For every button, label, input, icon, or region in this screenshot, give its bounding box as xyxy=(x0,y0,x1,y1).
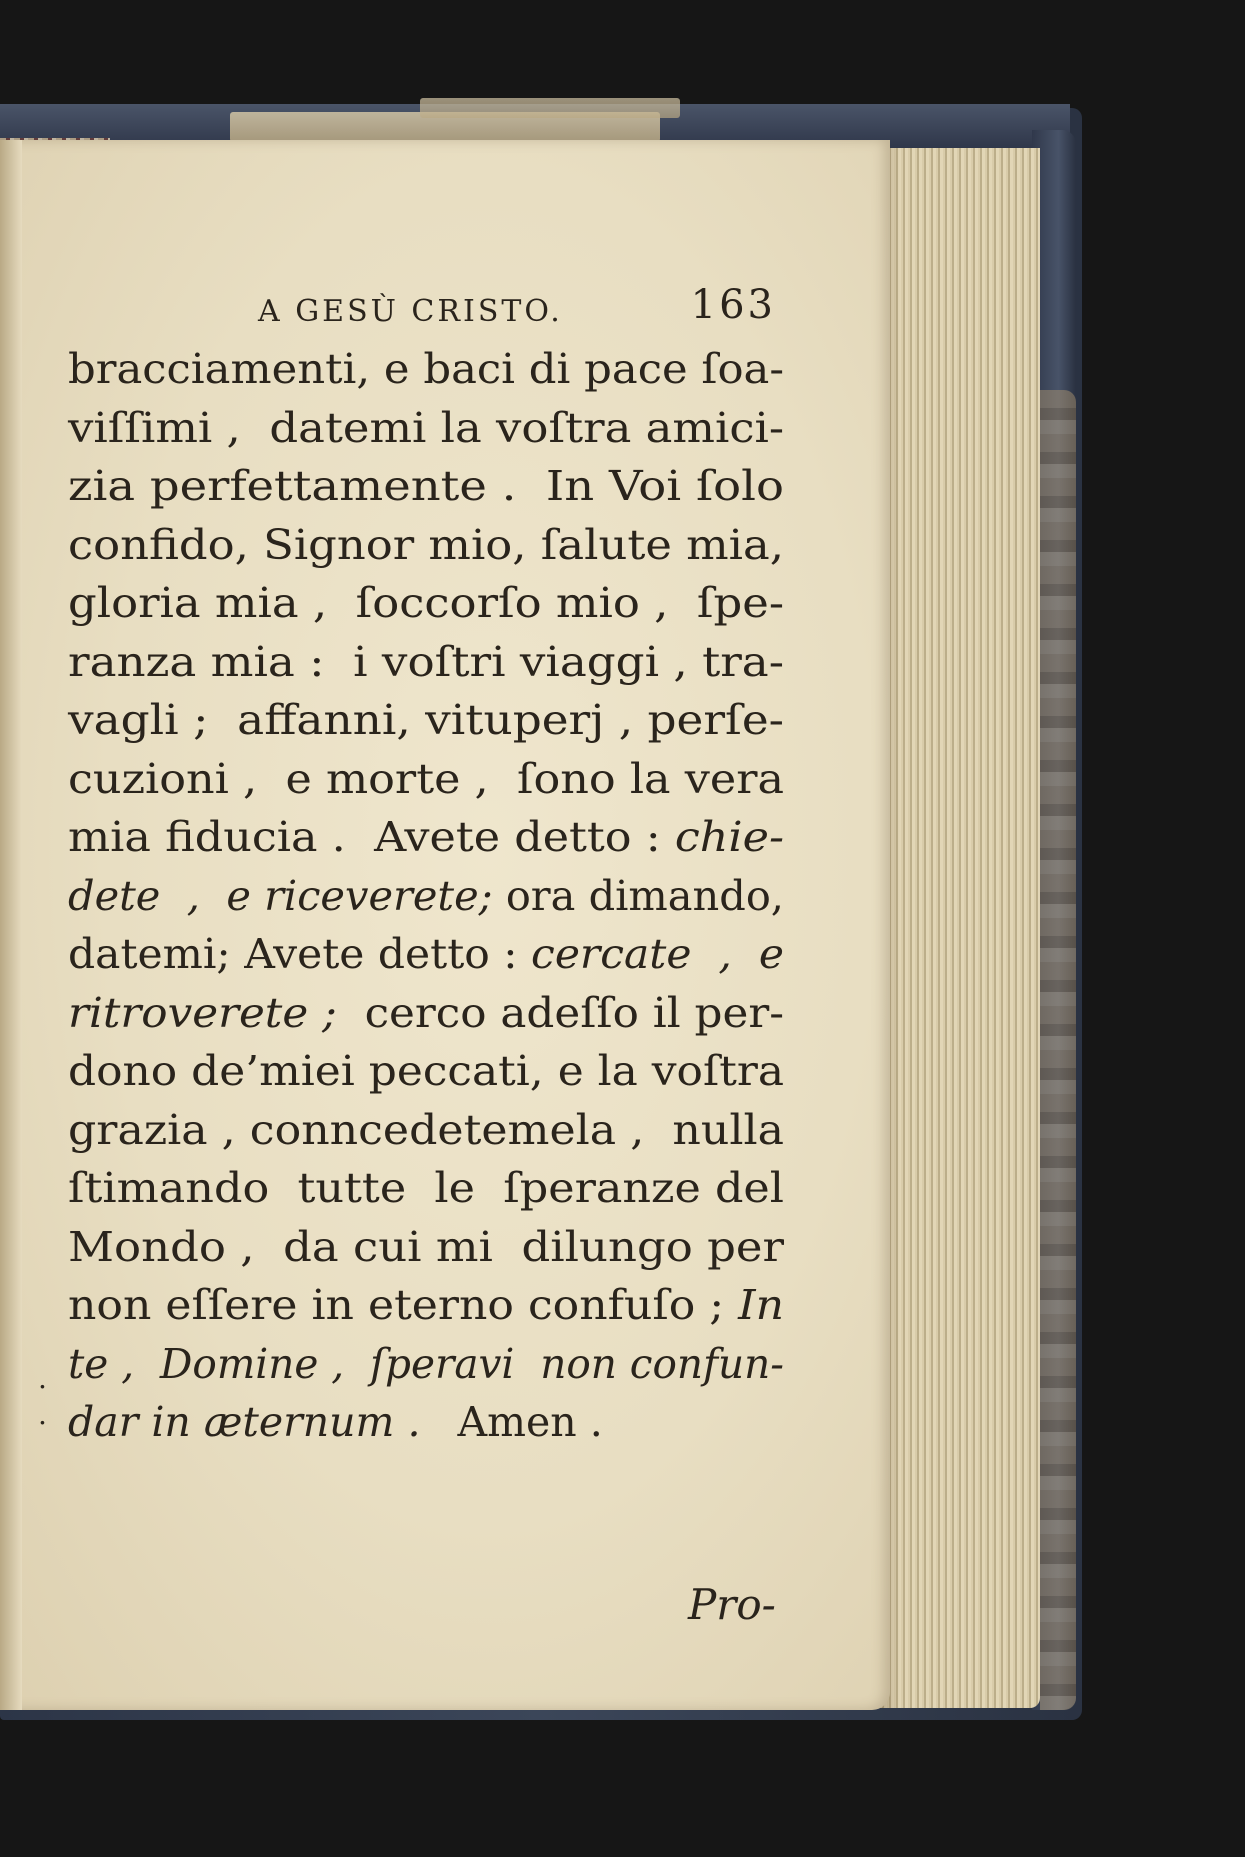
running-head: A GESÙ CRISTO. xyxy=(258,294,563,329)
roman-text: ranza mia : i voſtri viaggi , tra- xyxy=(68,637,784,686)
margin-dot: . xyxy=(38,1362,47,1395)
text-line-content xyxy=(68,574,784,633)
text-line-content xyxy=(68,750,784,809)
roman-text: ora dimando, xyxy=(492,871,784,920)
text-line xyxy=(68,574,784,633)
text-line xyxy=(68,1393,784,1452)
italic-text: dar in æternum . xyxy=(68,1398,421,1446)
text-line-content xyxy=(68,1335,784,1394)
catchword: Pro- xyxy=(688,1580,776,1629)
text-line-content xyxy=(68,808,784,867)
roman-text: grazia , conncedetemela , nulla xyxy=(68,1105,784,1154)
text-line-content xyxy=(68,340,784,399)
roman-text: cerco adeſſo il per- xyxy=(336,988,784,1037)
text-line xyxy=(68,1276,784,1335)
text-line-content xyxy=(68,691,784,750)
roman-text: confido, Signor mio, ſalute mia, xyxy=(68,520,784,569)
roman-text: dono de’miei peccati, e la voſtra xyxy=(68,1047,784,1095)
roman-text: zia perfettamente . In Voi ſolo xyxy=(68,462,785,510)
roman-text: mia fiducia . Avete detto : xyxy=(68,813,675,861)
text-line xyxy=(68,399,784,458)
roman-text: non eſſere in eterno confuſo ; xyxy=(68,1281,739,1329)
page-gutter xyxy=(0,140,22,1710)
text-line xyxy=(68,1042,784,1101)
roman-text: cuzioni , e morte , ſono la vera xyxy=(68,754,784,803)
text-line-content xyxy=(68,867,784,926)
text-line xyxy=(68,633,784,692)
frayed-cover-edge xyxy=(1040,390,1076,1710)
text-line xyxy=(68,808,784,867)
italic-text: dete , e riceverete; xyxy=(68,871,493,920)
text-line-content xyxy=(68,1159,784,1218)
text-line xyxy=(68,1159,784,1218)
text-lines xyxy=(68,340,784,1452)
italic-text: te , Domine , ſperavi non confun- xyxy=(68,1339,784,1388)
text-line-content xyxy=(68,633,784,692)
text-line xyxy=(68,1335,784,1394)
text-line xyxy=(68,1101,784,1160)
roman-text: viſſimi , datemi la voſtra amici- xyxy=(68,403,784,452)
text-line-content xyxy=(68,1042,784,1101)
page-text xyxy=(68,282,784,1452)
text-line-content xyxy=(68,1101,784,1160)
text-line-content xyxy=(68,925,784,984)
text-line xyxy=(68,1218,784,1277)
italic-text: ritroverete ; xyxy=(68,988,337,1037)
italic-text: In xyxy=(738,1281,785,1329)
text-line xyxy=(68,691,784,750)
roman-text: datemi; Avete detto : xyxy=(68,930,532,978)
text-line xyxy=(68,925,784,984)
roman-text: bracciamenti, e baci di pace ſoa- xyxy=(68,345,784,393)
page-header xyxy=(68,282,784,340)
text-line-content xyxy=(68,1393,627,1452)
text-line xyxy=(68,516,784,575)
text-line-content xyxy=(68,457,784,516)
italic-text: cercate , e xyxy=(531,930,785,978)
text-line xyxy=(68,340,784,399)
torn-paper-label-2 xyxy=(420,98,680,118)
text-line-content xyxy=(68,516,784,575)
text-line xyxy=(68,457,784,516)
text-line xyxy=(68,750,784,809)
roman-text: Mondo , da cui mi dilungo per xyxy=(68,1222,784,1271)
roman-text: vagli ; affanni, vituperj , perſe- xyxy=(68,696,784,744)
page-stack-edges xyxy=(880,148,1040,1708)
italic-text: chie- xyxy=(674,813,785,861)
text-line-content xyxy=(68,1276,784,1335)
page-number: 163 xyxy=(690,282,776,328)
roman-text: gloria mia , ſoccorſo mio , ſpe- xyxy=(68,579,784,627)
text-line-content xyxy=(68,984,784,1043)
text-line-content xyxy=(68,1218,784,1277)
text-line xyxy=(68,984,784,1043)
roman-text: ſtimando tutte le ſperanze del xyxy=(68,1164,784,1212)
text-line-content xyxy=(68,399,784,458)
text-line xyxy=(68,867,784,926)
margin-dot: . xyxy=(38,1398,47,1431)
roman-text: Amen . xyxy=(444,1398,603,1446)
